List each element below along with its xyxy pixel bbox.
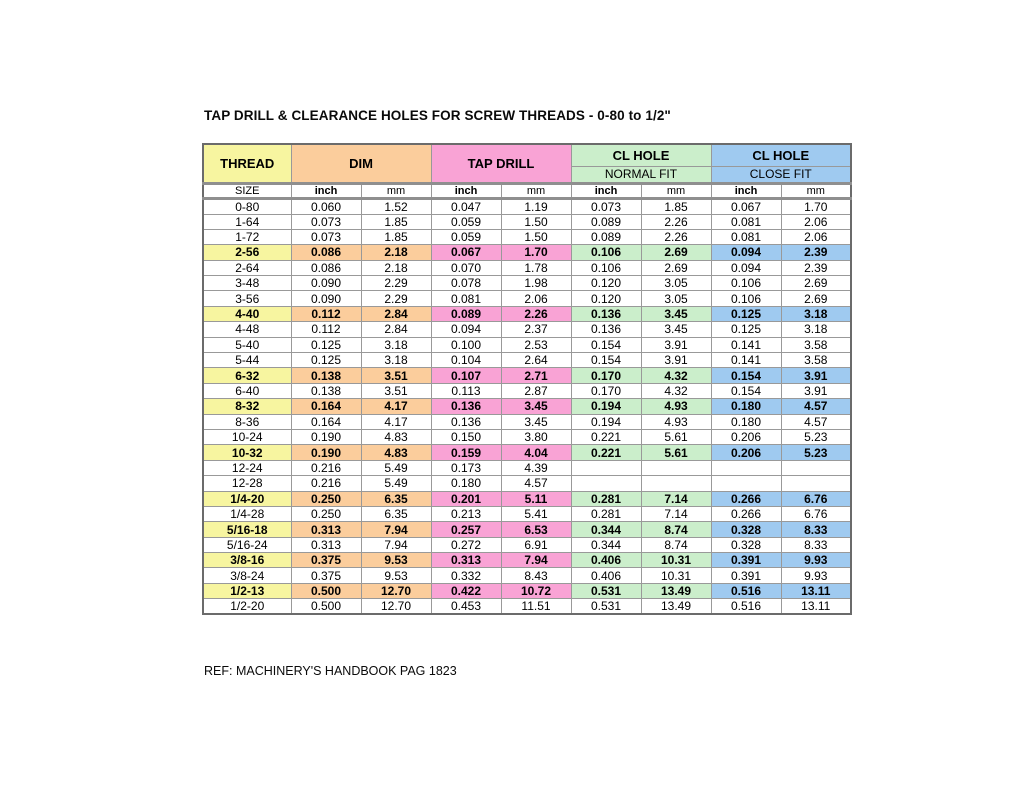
value-cell: 9.53 xyxy=(361,553,431,568)
value-cell: 0.531 xyxy=(571,583,641,598)
value-cell: 4.93 xyxy=(641,414,711,429)
value-cell: 0.120 xyxy=(571,291,641,306)
table-row xyxy=(203,399,851,414)
value-cell: 6.35 xyxy=(361,491,431,506)
value-cell: 4.57 xyxy=(781,414,851,429)
table-row xyxy=(203,476,851,491)
value-cell: 5.23 xyxy=(781,429,851,444)
value-cell: 1.70 xyxy=(501,245,571,260)
size-cell: 8-36 xyxy=(203,414,291,429)
value-cell: 5.49 xyxy=(361,460,431,475)
header-tap-inch: inch xyxy=(431,183,501,198)
header-close-inch: inch xyxy=(711,183,781,198)
value-cell: 0.106 xyxy=(711,276,781,291)
value-cell: 2.84 xyxy=(361,306,431,321)
value-cell: 0.173 xyxy=(431,460,501,475)
value-cell: 0.059 xyxy=(431,214,501,229)
value-cell: 1.85 xyxy=(641,198,711,214)
size-cell: 1/2-20 xyxy=(203,599,291,615)
value-cell: 0.344 xyxy=(571,537,641,552)
value-cell: 0.141 xyxy=(711,353,781,368)
value-cell: 4.83 xyxy=(361,445,431,460)
table-row xyxy=(203,522,851,537)
value-cell: 10.72 xyxy=(501,583,571,598)
value-cell: 2.18 xyxy=(361,245,431,260)
value-cell: 8.74 xyxy=(641,522,711,537)
value-cell: 2.69 xyxy=(781,276,851,291)
table-row xyxy=(203,260,851,275)
value-cell: 1.52 xyxy=(361,198,431,214)
value-cell: 0.328 xyxy=(711,522,781,537)
value-cell: 0.106 xyxy=(711,291,781,306)
value-cell: 0.070 xyxy=(431,260,501,275)
value-cell: 13.11 xyxy=(781,599,851,615)
table-row xyxy=(203,491,851,506)
value-cell: 0.206 xyxy=(711,445,781,460)
value-cell: 0.190 xyxy=(291,445,361,460)
size-cell: 1/4-20 xyxy=(203,491,291,506)
table-row xyxy=(203,291,851,306)
value-cell: 2.87 xyxy=(501,383,571,398)
value-cell: 0.067 xyxy=(711,198,781,214)
size-cell: 6-32 xyxy=(203,368,291,383)
value-cell: 1.50 xyxy=(501,214,571,229)
size-cell: 5-44 xyxy=(203,353,291,368)
value-cell: 0.089 xyxy=(571,229,641,244)
size-cell: 2-56 xyxy=(203,245,291,260)
value-cell: 0.272 xyxy=(431,537,501,552)
value-cell: 11.51 xyxy=(501,599,571,615)
size-cell: 4-48 xyxy=(203,322,291,337)
page-title: TAP DRILL & CLEARANCE HOLES FOR SCREW THREADS - 0-80 to 1/2" xyxy=(204,108,671,123)
value-cell: 0.154 xyxy=(571,337,641,352)
value-cell: 2.29 xyxy=(361,291,431,306)
value-cell: 0.136 xyxy=(571,322,641,337)
value-cell: 0.375 xyxy=(291,568,361,583)
value-cell xyxy=(571,476,641,491)
value-cell: 0.078 xyxy=(431,276,501,291)
table-header xyxy=(203,144,851,198)
column-group-thread: THREAD xyxy=(203,144,291,183)
value-cell: 2.06 xyxy=(781,229,851,244)
size-cell: 3-48 xyxy=(203,276,291,291)
value-cell: 2.39 xyxy=(781,260,851,275)
value-cell: 2.06 xyxy=(781,214,851,229)
value-cell: 8.33 xyxy=(781,537,851,552)
value-cell: 0.154 xyxy=(571,353,641,368)
value-cell: 0.125 xyxy=(711,322,781,337)
value-cell: 6.35 xyxy=(361,506,431,521)
size-cell: 1/4-28 xyxy=(203,506,291,521)
value-cell: 0.250 xyxy=(291,506,361,521)
table-row xyxy=(203,383,851,398)
value-cell: 2.69 xyxy=(781,291,851,306)
value-cell: 0.073 xyxy=(291,214,361,229)
value-cell: 4.32 xyxy=(641,383,711,398)
value-cell: 0.106 xyxy=(571,245,641,260)
table-row xyxy=(203,460,851,475)
reference-note: REF: MACHINERY'S HANDBOOK PAG 1823 xyxy=(204,664,457,678)
size-cell: 3/8-16 xyxy=(203,553,291,568)
size-cell: 8-32 xyxy=(203,399,291,414)
value-cell: 0.154 xyxy=(711,368,781,383)
value-cell: 0.453 xyxy=(431,599,501,615)
value-cell: 0.216 xyxy=(291,460,361,475)
table-row xyxy=(203,429,851,444)
value-cell: 5.11 xyxy=(501,491,571,506)
value-cell: 0.180 xyxy=(711,399,781,414)
value-cell: 3.80 xyxy=(501,429,571,444)
table-row xyxy=(203,229,851,244)
value-cell: 0.500 xyxy=(291,583,361,598)
value-cell: 4.39 xyxy=(501,460,571,475)
size-cell: 4-40 xyxy=(203,306,291,321)
value-cell: 0.190 xyxy=(291,429,361,444)
value-cell: 0.250 xyxy=(291,491,361,506)
size-cell: 12-24 xyxy=(203,460,291,475)
value-cell: 0.266 xyxy=(711,506,781,521)
value-cell: 2.84 xyxy=(361,322,431,337)
value-cell: 0.112 xyxy=(291,322,361,337)
size-cell: 5/16-18 xyxy=(203,522,291,537)
table-row xyxy=(203,368,851,383)
value-cell: 12.70 xyxy=(361,583,431,598)
value-cell: 4.57 xyxy=(781,399,851,414)
value-cell: 13.49 xyxy=(641,583,711,598)
value-cell: 13.49 xyxy=(641,599,711,615)
size-cell: 2-64 xyxy=(203,260,291,275)
value-cell: 0.081 xyxy=(711,214,781,229)
value-cell: 0.194 xyxy=(571,399,641,414)
column-group-tap-drill: TAP DRILL xyxy=(431,144,571,183)
value-cell: 0.406 xyxy=(571,568,641,583)
value-cell: 0.125 xyxy=(711,306,781,321)
value-cell: 0.257 xyxy=(431,522,501,537)
value-cell: 9.93 xyxy=(781,568,851,583)
column-group-dim: DIM xyxy=(291,144,431,183)
value-cell: 12.70 xyxy=(361,599,431,615)
header-dim-mm: mm xyxy=(361,183,431,198)
value-cell: 1.85 xyxy=(361,214,431,229)
column-group-cl-hole-close: CL HOLE xyxy=(711,144,851,166)
value-cell: 1.98 xyxy=(501,276,571,291)
value-cell: 3.91 xyxy=(641,353,711,368)
value-cell: 3.51 xyxy=(361,368,431,383)
table-body xyxy=(203,198,851,614)
value-cell: 0.094 xyxy=(711,245,781,260)
value-cell: 0.120 xyxy=(571,276,641,291)
table-row xyxy=(203,414,851,429)
value-cell: 0.221 xyxy=(571,429,641,444)
value-cell: 0.422 xyxy=(431,583,501,598)
value-cell: 5.23 xyxy=(781,445,851,460)
value-cell: 0.090 xyxy=(291,291,361,306)
value-cell: 2.53 xyxy=(501,337,571,352)
value-cell: 4.83 xyxy=(361,429,431,444)
value-cell: 6.91 xyxy=(501,537,571,552)
value-cell: 0.194 xyxy=(571,414,641,429)
table-row xyxy=(203,553,851,568)
value-cell: 0.221 xyxy=(571,445,641,460)
value-cell: 0.086 xyxy=(291,260,361,275)
value-cell: 0.138 xyxy=(291,383,361,398)
value-cell: 0.213 xyxy=(431,506,501,521)
header-normal-mm: mm xyxy=(641,183,711,198)
value-cell: 10.31 xyxy=(641,553,711,568)
value-cell: 0.206 xyxy=(711,429,781,444)
value-cell: 3.05 xyxy=(641,276,711,291)
value-cell: 2.26 xyxy=(641,229,711,244)
value-cell: 0.073 xyxy=(571,198,641,214)
value-cell: 0.201 xyxy=(431,491,501,506)
value-cell: 8.74 xyxy=(641,537,711,552)
value-cell: 4.93 xyxy=(641,399,711,414)
value-cell xyxy=(641,476,711,491)
group-header-row xyxy=(203,144,851,166)
size-cell: 12-28 xyxy=(203,476,291,491)
table-row xyxy=(203,506,851,521)
value-cell: 0.313 xyxy=(291,522,361,537)
value-cell: 8.43 xyxy=(501,568,571,583)
value-cell: 8.33 xyxy=(781,522,851,537)
table-row xyxy=(203,245,851,260)
table-row xyxy=(203,353,851,368)
close-fit-label: CLOSE FIT xyxy=(711,166,851,183)
size-cell: 10-32 xyxy=(203,445,291,460)
value-cell: 3.91 xyxy=(641,337,711,352)
size-cell: 1-72 xyxy=(203,229,291,244)
value-cell: 0.107 xyxy=(431,368,501,383)
size-cell: 5/16-24 xyxy=(203,537,291,552)
table-row xyxy=(203,198,851,214)
value-cell: 0.059 xyxy=(431,229,501,244)
value-cell: 0.180 xyxy=(431,476,501,491)
size-cell: 3-56 xyxy=(203,291,291,306)
value-cell: 0.391 xyxy=(711,553,781,568)
table-row xyxy=(203,306,851,321)
value-cell: 3.51 xyxy=(361,383,431,398)
table-row xyxy=(203,214,851,229)
value-cell: 0.375 xyxy=(291,553,361,568)
size-cell: 3/8-24 xyxy=(203,568,291,583)
value-cell: 0.067 xyxy=(431,245,501,260)
value-cell: 0.136 xyxy=(431,399,501,414)
value-cell: 0.180 xyxy=(711,414,781,429)
value-cell: 0.089 xyxy=(571,214,641,229)
value-cell: 0.081 xyxy=(431,291,501,306)
value-cell: 1.50 xyxy=(501,229,571,244)
value-cell: 0.089 xyxy=(431,306,501,321)
value-cell: 5.49 xyxy=(361,476,431,491)
value-cell: 2.37 xyxy=(501,322,571,337)
value-cell: 3.45 xyxy=(501,414,571,429)
value-cell: 0.170 xyxy=(571,383,641,398)
value-cell: 3.58 xyxy=(781,337,851,352)
value-cell: 0.406 xyxy=(571,553,641,568)
value-cell: 0.113 xyxy=(431,383,501,398)
value-cell: 4.04 xyxy=(501,445,571,460)
value-cell: 0.094 xyxy=(711,260,781,275)
value-cell: 0.332 xyxy=(431,568,501,583)
header-close-mm: mm xyxy=(781,183,851,198)
value-cell: 0.216 xyxy=(291,476,361,491)
value-cell: 1.78 xyxy=(501,260,571,275)
value-cell: 7.94 xyxy=(361,522,431,537)
header-size: SIZE xyxy=(203,183,291,198)
table-row xyxy=(203,583,851,598)
value-cell: 0.136 xyxy=(431,414,501,429)
value-cell: 5.41 xyxy=(501,506,571,521)
value-cell: 5.61 xyxy=(641,429,711,444)
value-cell: 0.500 xyxy=(291,599,361,615)
value-cell: 0.060 xyxy=(291,198,361,214)
value-cell: 0.086 xyxy=(291,245,361,260)
header-normal-inch: inch xyxy=(571,183,641,198)
value-cell: 4.17 xyxy=(361,399,431,414)
value-cell: 4.17 xyxy=(361,414,431,429)
value-cell: 2.26 xyxy=(501,306,571,321)
value-cell: 2.69 xyxy=(641,260,711,275)
header-dim-inch: inch xyxy=(291,183,361,198)
unit-header-row xyxy=(203,183,851,198)
value-cell: 7.14 xyxy=(641,491,711,506)
tap-drill-table xyxy=(202,143,852,615)
value-cell: 0.266 xyxy=(711,491,781,506)
value-cell: 3.45 xyxy=(501,399,571,414)
table-row xyxy=(203,599,851,615)
value-cell: 0.125 xyxy=(291,337,361,352)
value-cell: 0.328 xyxy=(711,537,781,552)
value-cell: 2.71 xyxy=(501,368,571,383)
value-cell: 0.391 xyxy=(711,568,781,583)
value-cell: 3.58 xyxy=(781,353,851,368)
value-cell: 10.31 xyxy=(641,568,711,583)
value-cell xyxy=(641,460,711,475)
value-cell: 2.26 xyxy=(641,214,711,229)
value-cell: 0.104 xyxy=(431,353,501,368)
value-cell: 0.125 xyxy=(291,353,361,368)
size-cell: 1/2-13 xyxy=(203,583,291,598)
value-cell: 6.76 xyxy=(781,491,851,506)
table-row xyxy=(203,276,851,291)
value-cell: 0.164 xyxy=(291,414,361,429)
value-cell: 0.164 xyxy=(291,399,361,414)
value-cell: 13.11 xyxy=(781,583,851,598)
value-cell: 4.57 xyxy=(501,476,571,491)
header-tap-mm: mm xyxy=(501,183,571,198)
column-group-cl-hole-normal: CL HOLE xyxy=(571,144,711,166)
value-cell: 3.18 xyxy=(361,353,431,368)
value-cell: 0.531 xyxy=(571,599,641,615)
value-cell: 7.14 xyxy=(641,506,711,521)
value-cell: 0.138 xyxy=(291,368,361,383)
value-cell: 2.06 xyxy=(501,291,571,306)
value-cell: 9.53 xyxy=(361,568,431,583)
value-cell: 6.76 xyxy=(781,506,851,521)
value-cell: 0.170 xyxy=(571,368,641,383)
value-cell: 3.05 xyxy=(641,291,711,306)
value-cell: 3.18 xyxy=(781,322,851,337)
size-cell: 1-64 xyxy=(203,214,291,229)
value-cell: 6.53 xyxy=(501,522,571,537)
value-cell xyxy=(781,476,851,491)
value-cell: 9.93 xyxy=(781,553,851,568)
value-cell: 0.281 xyxy=(571,506,641,521)
value-cell xyxy=(711,460,781,475)
value-cell xyxy=(571,460,641,475)
table-row xyxy=(203,445,851,460)
value-cell: 2.64 xyxy=(501,353,571,368)
value-cell: 1.70 xyxy=(781,198,851,214)
value-cell: 0.094 xyxy=(431,322,501,337)
value-cell: 2.29 xyxy=(361,276,431,291)
value-cell: 0.159 xyxy=(431,445,501,460)
value-cell: 7.94 xyxy=(361,537,431,552)
value-cell: 0.344 xyxy=(571,522,641,537)
value-cell: 0.136 xyxy=(571,306,641,321)
value-cell: 5.61 xyxy=(641,445,711,460)
value-cell: 1.85 xyxy=(361,229,431,244)
value-cell: 0.090 xyxy=(291,276,361,291)
value-cell: 0.100 xyxy=(431,337,501,352)
table-row xyxy=(203,337,851,352)
value-cell: 7.94 xyxy=(501,553,571,568)
value-cell: 3.91 xyxy=(781,368,851,383)
size-cell: 10-24 xyxy=(203,429,291,444)
value-cell: 0.313 xyxy=(431,553,501,568)
value-cell: 0.073 xyxy=(291,229,361,244)
value-cell: 0.141 xyxy=(711,337,781,352)
size-cell: 5-40 xyxy=(203,337,291,352)
value-cell: 0.281 xyxy=(571,491,641,506)
value-cell: 3.45 xyxy=(641,306,711,321)
value-cell: 4.32 xyxy=(641,368,711,383)
table-row xyxy=(203,322,851,337)
size-cell: 0-80 xyxy=(203,198,291,214)
value-cell: 2.18 xyxy=(361,260,431,275)
table-row xyxy=(203,537,851,552)
value-cell: 0.081 xyxy=(711,229,781,244)
value-cell: 0.047 xyxy=(431,198,501,214)
value-cell: 0.516 xyxy=(711,583,781,598)
value-cell: 3.45 xyxy=(641,322,711,337)
value-cell: 0.516 xyxy=(711,599,781,615)
value-cell: 1.19 xyxy=(501,198,571,214)
value-cell: 2.69 xyxy=(641,245,711,260)
normal-fit-label: NORMAL FIT xyxy=(571,166,711,183)
value-cell: 0.150 xyxy=(431,429,501,444)
value-cell xyxy=(781,460,851,475)
value-cell: 0.154 xyxy=(711,383,781,398)
value-cell: 0.112 xyxy=(291,306,361,321)
value-cell: 3.18 xyxy=(361,337,431,352)
size-cell: 6-40 xyxy=(203,383,291,398)
value-cell: 3.18 xyxy=(781,306,851,321)
value-cell: 0.313 xyxy=(291,537,361,552)
value-cell xyxy=(711,476,781,491)
value-cell: 2.39 xyxy=(781,245,851,260)
value-cell: 3.91 xyxy=(781,383,851,398)
table-row xyxy=(203,568,851,583)
value-cell: 0.106 xyxy=(571,260,641,275)
